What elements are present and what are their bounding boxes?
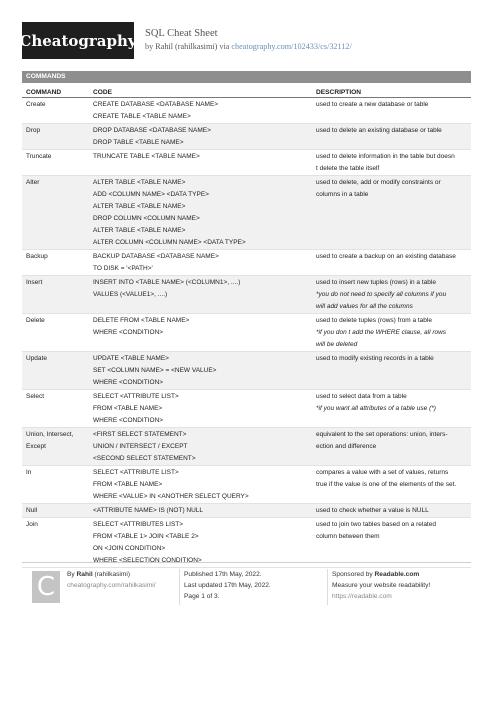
- code-cell-line: ALTER TABLE <TABLE NAME>: [93, 179, 186, 186]
- table-row: [22, 466, 471, 504]
- code-cell: [91, 98, 314, 123]
- description-cell-line: columns in a table: [316, 191, 369, 198]
- command-cell-line: Truncate: [26, 153, 52, 160]
- command-cell-line: Update: [26, 355, 47, 362]
- table-header: [22, 86, 471, 98]
- code-cell: [91, 176, 314, 249]
- code-cell-line: WHERE <CONDITION>: [93, 329, 164, 336]
- code-cell-line: WHERE <VALUE> IN <ANOTHER SELECT QUERY>: [93, 493, 249, 500]
- code-cell-line: TRUNCATE TABLE <TABLE NAME>: [93, 153, 200, 160]
- page-title: SQL Cheat Sheet: [145, 28, 218, 39]
- description-cell: [314, 124, 471, 149]
- table-row: [22, 276, 471, 314]
- footer-dates: [179, 569, 319, 605]
- column-header-description: DESCRIPTION: [316, 88, 362, 96]
- command-cell: [22, 314, 91, 351]
- column-header-command: COMMAND: [26, 88, 62, 96]
- footer-author-name[interactable]: Rahil: [76, 571, 93, 578]
- table-row: [22, 352, 471, 390]
- description-cell: [314, 390, 471, 427]
- description-note: will be deleted: [316, 341, 358, 348]
- command-cell-line: Union, Intersect,: [26, 431, 74, 438]
- description-cell-line: used to join two tables based on a related: [316, 521, 436, 528]
- description-cell-line: used to check whether a value is NULL: [316, 507, 429, 514]
- command-cell-line: Null: [26, 507, 38, 514]
- code-cell-line: INSERT INTO <TABLE NAME> (<COLUMN1>, ....): [93, 279, 241, 286]
- code-cell: [91, 518, 314, 567]
- table-row: [22, 428, 471, 466]
- footer-sponsor: [327, 569, 467, 605]
- description-cell-line: used to delete tuples (rows) from a table: [316, 317, 432, 324]
- description-cell: [314, 98, 471, 123]
- code-cell: [91, 276, 314, 313]
- command-cell-line: Except: [26, 443, 46, 450]
- code-cell-line: UPDATE <TABLE NAME>: [93, 355, 169, 362]
- command-cell: [22, 176, 91, 249]
- author-link[interactable]: Rahil (rahilkasimi): [155, 42, 218, 51]
- code-cell-line: ALTER TABLE <TABLE NAME>: [93, 227, 186, 234]
- description-cell-line: true if the value is one of the elements of the set.: [316, 481, 457, 488]
- code-cell-line: BACKUP DATABASE <DATABASE NAME>: [93, 253, 219, 260]
- code-cell-line: SELECT <ATTRIBUTE LIST>: [93, 469, 179, 476]
- footer-author: [67, 569, 177, 591]
- code-cell-line: ALTER COLUMN <COLUMN NAME> <DATA TYPE>: [93, 239, 246, 246]
- command-cell-line: Alter: [26, 179, 40, 186]
- description-cell-line: column between them: [316, 533, 380, 540]
- updated-date: Last updated 17th May, 2022.: [184, 582, 271, 589]
- page-header: [0, 0, 493, 64]
- table-row: [22, 124, 471, 150]
- command-cell: [22, 390, 91, 427]
- sponsored-prefix: Sponsored by: [332, 571, 375, 578]
- sponsor-url[interactable]: https://readable.com: [332, 593, 392, 600]
- code-cell-line: WHERE <CONDITION>: [93, 379, 164, 386]
- description-cell: [314, 352, 471, 389]
- description-cell: [314, 250, 471, 275]
- code-cell-line: SELECT <ATTRIBUTES LIST>: [93, 521, 184, 528]
- table-row: [22, 504, 471, 518]
- command-cell: [22, 124, 91, 149]
- published-date: Published 17th May, 2022.: [184, 571, 262, 578]
- description-note: will add values for all the columns: [316, 303, 413, 310]
- description-cell: [314, 276, 471, 313]
- description-cell-line: used to create a new database or table: [316, 101, 429, 108]
- description-note: *if you don t add the WHERE clause, all rows: [316, 329, 447, 336]
- code-cell: [91, 150, 314, 175]
- code-cell-line: ON <JOIN CONDITION>: [93, 545, 166, 552]
- footer-author-handle: (rahilkasimi): [92, 571, 131, 578]
- description-cell-line: used to modify existing records in a table: [316, 355, 434, 362]
- code-cell-line: ADD <COLUMN NAME> <DATA TYPE>: [93, 191, 209, 198]
- author-line: [145, 42, 352, 51]
- table-row: [22, 98, 471, 124]
- code-cell-line: DROP DATABASE <DATABASE NAME>: [93, 127, 211, 134]
- code-cell-line: SET <COLUMN NAME> = <NEW VALUE>: [93, 367, 217, 374]
- code-cell: [91, 352, 314, 389]
- cheatography-logo[interactable]: Cheatography: [22, 22, 134, 59]
- via-text: via: [217, 42, 232, 51]
- sponsor-link[interactable]: Readable.com: [374, 571, 420, 578]
- code-cell-line: FROM <TABLE NAME>: [93, 481, 163, 488]
- description-cell: [314, 518, 471, 567]
- code-cell-line: DELETE FROM <TABLE NAME>: [93, 317, 190, 324]
- description-cell-line: used to delete information in the table but doesn: [316, 153, 455, 160]
- command-cell-line: Select: [26, 393, 45, 400]
- description-cell: [314, 150, 471, 175]
- code-cell-line: DROP TABLE <TABLE NAME>: [93, 139, 184, 146]
- code-cell: [91, 314, 314, 351]
- code-cell-line: VALUES (<VALUE1>, ....): [93, 291, 168, 298]
- command-cell: [22, 98, 91, 123]
- description-cell: [314, 466, 471, 503]
- command-cell: [22, 518, 91, 567]
- code-cell-line: TO DISK = '<PATH>': [93, 265, 153, 272]
- table-body: [22, 98, 471, 568]
- command-cell: [22, 504, 91, 517]
- footer-by: By: [67, 571, 77, 578]
- description-cell-line: used to insert new tuples (rows) in a table: [316, 279, 436, 286]
- description-cell: [314, 428, 471, 465]
- command-cell-line: Delete: [26, 317, 45, 324]
- command-cell-line: Drop: [26, 127, 41, 134]
- code-cell-line: SELECT <ATTRIBUTE LIST>: [93, 393, 179, 400]
- command-cell: [22, 150, 91, 175]
- section-heading: COMMANDS: [22, 71, 471, 83]
- table-row: [22, 518, 471, 568]
- table-row: [22, 314, 471, 352]
- code-cell-line: <SECOND SELECT STATEMENT>: [93, 455, 196, 462]
- page-footer: [22, 562, 471, 604]
- table-row: [22, 390, 471, 428]
- code-cell: [91, 250, 314, 275]
- description-cell-line: ection and difference: [316, 443, 377, 450]
- code-cell-line: FROM <TABLE 1> JOIN <TABLE 2>: [93, 533, 199, 540]
- code-cell-line: FROM <TABLE NAME>: [93, 405, 163, 412]
- author-avatar: C: [32, 571, 60, 603]
- code-cell-line: CREATE DATABASE <DATABASE NAME>: [93, 101, 219, 108]
- description-note: *if you want all attributes of a table use (*): [316, 405, 436, 412]
- command-cell: [22, 276, 91, 313]
- description-cell-line: compares a value with a set of values, returns: [316, 469, 449, 476]
- code-cell-line: <ATTRIBUTE NAME> IS (NOT) NULL: [93, 507, 204, 514]
- description-cell: [314, 176, 471, 249]
- code-cell: [91, 428, 314, 465]
- description-cell-line: equivalent to the set operations: union, inters-: [316, 431, 448, 438]
- command-cell: [22, 466, 91, 503]
- command-cell-line: Backup: [26, 253, 48, 260]
- column-header-code: CODE: [93, 88, 113, 96]
- code-cell-line: ALTER TABLE <TABLE NAME>: [93, 203, 186, 210]
- table-row: [22, 176, 471, 250]
- page-number: Page 1 of 3.: [184, 593, 220, 600]
- command-cell: [22, 428, 91, 465]
- description-cell-line: used to select data from a table: [316, 393, 407, 400]
- command-cell: [22, 250, 91, 275]
- code-cell-line: <FIRST SELECT STATEMENT>: [93, 431, 187, 438]
- command-cell-line: In: [26, 469, 32, 476]
- command-cell: [22, 352, 91, 389]
- description-cell: [314, 504, 471, 517]
- code-cell-line: CREATE TABLE <TABLE NAME>: [93, 113, 191, 120]
- description-note: *you do not need to specify all columns if you: [316, 291, 447, 298]
- code-cell-line: WHERE <SELECTION CONDITION>: [93, 557, 202, 564]
- code-cell: [91, 504, 314, 517]
- code-cell-line: UNION / INTERSECT / EXCEPT: [93, 443, 188, 450]
- description-cell-line: used to create a backup on an existing database: [316, 253, 456, 260]
- sheet-url-link[interactable]: cheatography.com/102433/cs/32112/: [231, 42, 352, 51]
- commands-table: [22, 86, 471, 568]
- command-cell-line: Create: [26, 101, 46, 108]
- description-cell: [314, 314, 471, 351]
- code-cell-line: DROP COLUMN <COLUMN NAME>: [93, 215, 200, 222]
- description-cell-line: t delete the table itself: [316, 165, 380, 172]
- by-prefix: by: [145, 42, 156, 51]
- sponsor-text: Measure your website readability!: [332, 582, 431, 589]
- code-cell: [91, 124, 314, 149]
- code-cell-line: WHERE <CONDITION>: [93, 417, 164, 424]
- code-cell: [91, 466, 314, 503]
- footer-author-url[interactable]: cheatography.com/rahilkasimi/: [67, 582, 156, 589]
- command-cell-line: Insert: [26, 279, 43, 286]
- description-cell-line: used to delete, add or modify constraints or: [316, 179, 441, 186]
- table-row: [22, 250, 471, 276]
- command-cell-line: Join: [26, 521, 38, 528]
- table-row: [22, 150, 471, 176]
- code-cell: [91, 390, 314, 427]
- description-cell-line: used to delete an existing database or table: [316, 127, 442, 134]
